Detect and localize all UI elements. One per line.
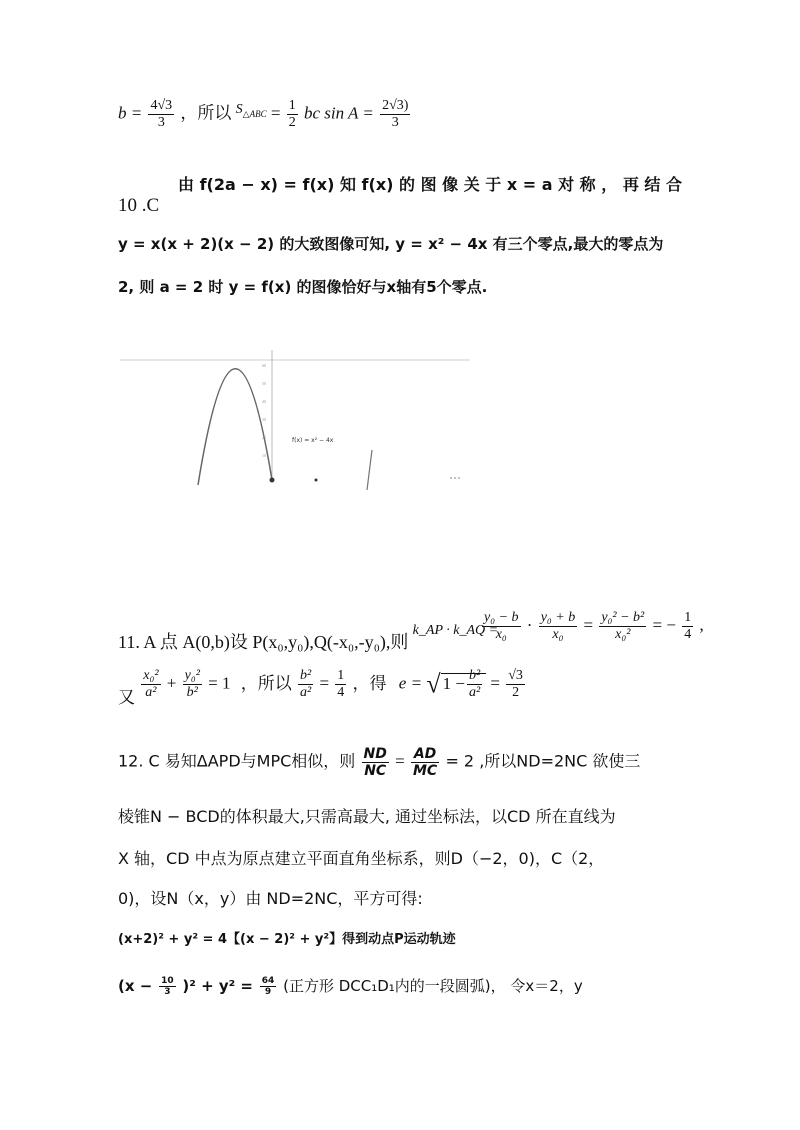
p11-line1 xyxy=(118,623,499,654)
f1-num: y₀ − b xyxy=(482,610,521,627)
b-den: 3 xyxy=(157,115,165,131)
s-letter: S xyxy=(235,101,243,117)
e-eq: = xyxy=(490,673,500,693)
frac-quarter xyxy=(682,610,693,643)
p12-line1 xyxy=(118,746,640,779)
q-num: 1 xyxy=(682,610,693,627)
r-den: a² xyxy=(300,685,312,701)
p12-line5: (x+2)² + y² = 4【(x − 2)² + y²】得到动点P运动轨迹 xyxy=(118,932,456,947)
y-tick-label: 40 xyxy=(262,399,266,404)
you-text: 又 xyxy=(118,687,135,708)
r2-den: 4 xyxy=(337,685,345,701)
y-tick-label: 50 xyxy=(262,381,266,386)
q-den: 4 xyxy=(684,627,692,643)
sqrt-sign: √ xyxy=(426,669,441,699)
p12-tail1: = 2 ,所以ND=2NC 欲使三 xyxy=(445,751,641,771)
ratio-frac xyxy=(298,668,313,701)
ans-num: √3 xyxy=(506,668,525,685)
y-tick-label: 20 xyxy=(262,435,266,440)
ellipse-frac-2 xyxy=(183,668,202,701)
eq-one: = 1 xyxy=(208,673,231,693)
curve-fragment xyxy=(367,450,372,490)
b-num: 4√3 xyxy=(148,98,174,115)
p11-fractions: $\frac{\text{y₀ − b}}{\text{x₀}}$ · $\frac{\text{y₀ + b}}{\text{x₀}}$ = $\frac{\text{y₀² − b²}}{\text{x₀²}}$ = − $\frac{1}{4}$ , xyxy=(484,610,704,643)
l6-b: )² + y² = xyxy=(182,977,253,995)
ellipse-frac-1 xyxy=(141,668,160,701)
f3-den: x₀² xyxy=(615,627,631,643)
fr1-den: NC xyxy=(364,763,387,780)
half-fraction xyxy=(287,98,298,131)
curve-label: f(x) = x² − 4x xyxy=(292,437,334,444)
p10-line2: y = x(x + 2)(x − 2) 的大致图像可知, y = x² − 4x 有三个零点,最大的零点为 xyxy=(118,235,664,253)
p12-line6 xyxy=(118,975,583,997)
l6-c: (正方形 DCC₁D₁内的一段圆弧)， 令x＝2，y xyxy=(283,977,583,995)
f2-num: y₀ + b xyxy=(539,610,578,627)
comma: , xyxy=(699,615,704,635)
l6-rn: 64 xyxy=(261,975,275,986)
frac-3 xyxy=(599,610,646,643)
result-fraction xyxy=(380,98,410,131)
e2-den: b² xyxy=(186,685,198,701)
suoyi-text: ，所以 xyxy=(180,103,232,124)
y-tick-label: 30 xyxy=(262,417,266,422)
s-num: b² xyxy=(467,668,482,685)
e1-num: x₀² xyxy=(141,668,160,685)
p12-line2: 棱锥N − BCD的体积最大,只需高最大, 通过坐标法，以CD 所在直线为 xyxy=(118,807,616,826)
l6-fd: 3 xyxy=(164,987,171,997)
frac-2 xyxy=(539,610,578,643)
f3-num: y₀² − b² xyxy=(599,610,646,627)
sqrt-body xyxy=(441,668,487,701)
frac-1 xyxy=(482,610,521,643)
e-lhs: e = xyxy=(398,673,423,693)
y-tick-label: 10 xyxy=(262,453,266,458)
eq-sign: = xyxy=(270,103,281,123)
p10-number: 10 .C xyxy=(118,195,160,216)
fr2-num: AD xyxy=(411,746,439,763)
p11-line2 xyxy=(118,668,527,708)
f1-den: x₀ xyxy=(495,627,507,643)
y-tick-label: 60 xyxy=(262,363,266,368)
p9-line xyxy=(118,98,412,131)
l6-fn: 10 xyxy=(161,975,174,986)
fr1-num: ND xyxy=(363,746,387,762)
ten-thirds xyxy=(159,976,176,998)
sqrt-frac xyxy=(467,668,482,701)
p10-line1: 由 f(2a − x) = f(x) 知 f(x) 的 图 像 关 于 x = a 对 称 ， 再 结 合 xyxy=(178,175,682,194)
p12-line4: 0)，设N（x，y）由 ND=2NC，平方可得: xyxy=(118,889,423,908)
p11-head: 11. A 点 A(0,b)设 P(x₀,y₀),Q(-x₀,-y₀),则 xyxy=(118,632,409,652)
eq-frac: = xyxy=(395,751,405,771)
sqrt-in: 1 − xyxy=(442,673,465,693)
b-fraction xyxy=(148,98,174,131)
eq-neg: = − xyxy=(652,615,676,635)
r2-num: 1 xyxy=(335,668,346,685)
l6-a: (x − xyxy=(118,977,153,995)
ans-den: 2 xyxy=(512,685,520,701)
plus: + xyxy=(166,673,177,693)
de-text: ，得 xyxy=(352,673,387,694)
zero-point-2 xyxy=(315,479,318,482)
e2-num: y₀² xyxy=(183,668,202,685)
area-label xyxy=(236,102,267,117)
ratio-quarter xyxy=(335,668,346,701)
parabola-curve xyxy=(198,369,272,485)
dot: · xyxy=(526,615,533,635)
parabola-graph xyxy=(120,345,480,515)
f2-den: x₀ xyxy=(552,627,564,643)
ans-frac xyxy=(506,668,525,701)
p10-line3: 2, 则 a = 2 时 y = f(x) 的图像恰好与x轴有5个零点. xyxy=(118,278,488,296)
k-product: k_AP · k_AQ = xyxy=(412,623,499,638)
half-num: 1 xyxy=(287,98,298,115)
s-den: a² xyxy=(468,685,481,701)
p12-head: 12. C 易知ΔAPD与MPC相似，则 xyxy=(118,751,356,771)
area-formula: bc sin A = xyxy=(303,103,374,123)
e1-den: a² xyxy=(145,685,157,701)
suoyi-2: ，所以 xyxy=(240,673,292,694)
res-den: 3 xyxy=(391,115,399,131)
ad-mc-frac xyxy=(411,746,439,779)
s-sub: △ABC xyxy=(242,108,267,119)
sixtyfour-ninths xyxy=(260,976,277,998)
r-num: b² xyxy=(298,668,313,685)
eq-2: = xyxy=(319,673,330,693)
l6-rd: 9 xyxy=(264,987,272,997)
b-label: b = xyxy=(118,103,143,123)
zero-point-1 xyxy=(270,478,275,483)
p12-line3: X 轴，CD 中点为原点建立平面直角坐标系，则D（−2，0)，C（2， xyxy=(118,849,605,868)
half-den: 2 xyxy=(288,115,296,131)
nd-nc-frac xyxy=(362,746,389,779)
res-num: 2√3) xyxy=(380,98,410,115)
fr2-den: MC xyxy=(412,763,438,780)
